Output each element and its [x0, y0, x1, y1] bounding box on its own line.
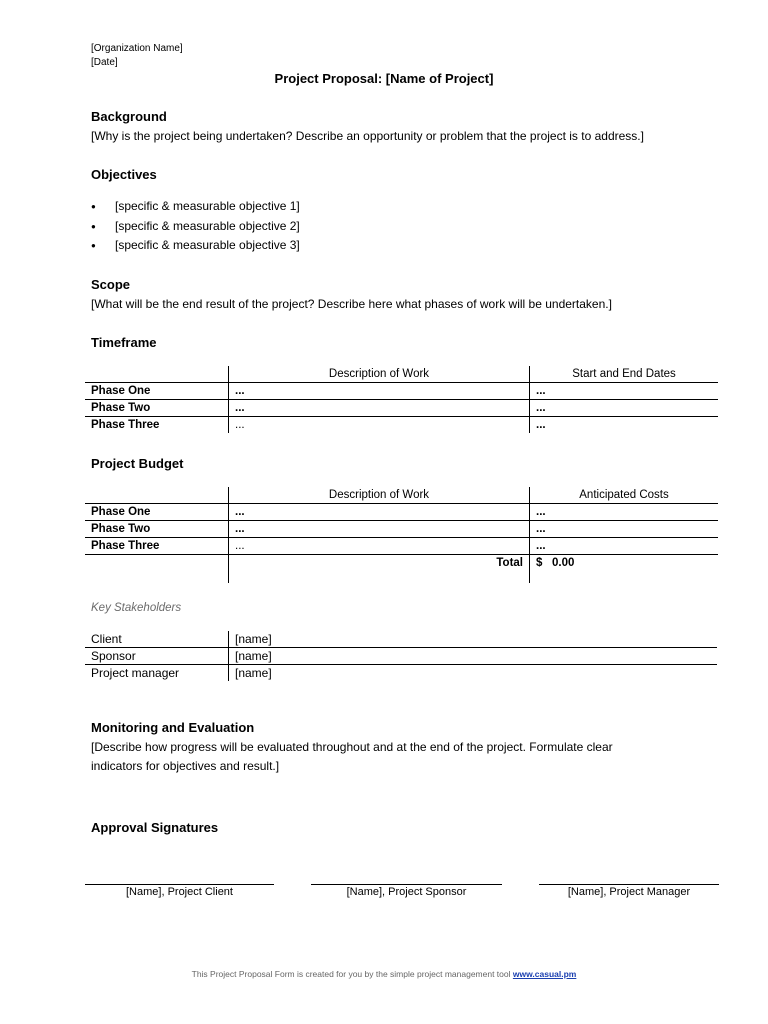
phase-cell: Phase Three [85, 538, 229, 555]
role-cell: Sponsor [85, 648, 229, 665]
table-row [85, 487, 718, 504]
column-header: Description of Work [229, 366, 530, 383]
timeframe-table [85, 366, 718, 433]
total-value: 0.00 [552, 557, 575, 569]
monitoring-heading: Monitoring and Evaluation [91, 720, 255, 735]
timeframe-heading: Timeframe [91, 335, 157, 350]
total-value-cell [530, 555, 719, 584]
footer-text: This Project Proposal Form is created for you by the simple project management tool [191, 969, 513, 979]
signature-label-manager: [Name], Project Manager [567, 886, 691, 898]
desc-cell: ... [229, 400, 530, 417]
list-item: ● [specific & measurable objective 1] [91, 197, 300, 217]
value-cell: ... [530, 383, 719, 400]
approval-heading: Approval Signatures [91, 820, 219, 835]
table-row [85, 665, 717, 682]
background-heading: Background [91, 109, 167, 124]
table-row [85, 631, 717, 648]
phase-cell: Phase Two [85, 400, 229, 417]
footer [0, 969, 768, 979]
monitoring-text-line1: [Describe how progress will be evaluated throughout and at the end of the project. Formulate clear [91, 740, 613, 754]
role-cell: Project manager [85, 665, 229, 682]
monitoring-text-line2: indicators for objectives and result.] [91, 759, 280, 773]
desc-cell: ... [229, 383, 530, 400]
value-cell: ... [530, 504, 719, 521]
objectives-list [91, 197, 300, 256]
organization-name: [Organization Name] [91, 43, 183, 54]
total-label: Total [229, 555, 530, 584]
table-row [85, 555, 718, 584]
value-cell: ... [530, 521, 719, 538]
budget-heading: Project Budget [91, 456, 184, 471]
name-cell: [name] [235, 666, 272, 680]
column-header: Anticipated Costs [530, 487, 719, 504]
name-cell: [name] [229, 648, 718, 665]
table-row [85, 538, 718, 555]
objectives-heading: Objectives [91, 167, 157, 182]
table-row [85, 521, 718, 538]
currency-symbol: $ [536, 557, 543, 569]
table-row [85, 417, 718, 434]
phase-cell: Phase Three [85, 417, 229, 434]
column-header: Start and End Dates [530, 366, 719, 383]
table-row [85, 366, 718, 383]
signature-label-client: [Name], Project Client [126, 886, 233, 898]
document-title: Project Proposal: [Name of Project] [274, 71, 494, 86]
table-row [85, 400, 718, 417]
signature-line-client [85, 884, 274, 885]
table-row [85, 383, 718, 400]
signature-label-sponsor: [Name], Project Sponsor [346, 886, 467, 898]
table-row [85, 504, 718, 521]
list-item: ● [specific & measurable objective 2] [91, 217, 300, 237]
stakeholders-heading: Key Stakeholders [91, 602, 182, 614]
date: [Date] [91, 57, 118, 68]
list-item: ● [specific & measurable objective 3] [91, 236, 300, 256]
desc-cell: ... [229, 504, 530, 521]
scope-text: [What will be the end result of the project? Describe here what phases of work will be undertaken.] [91, 297, 612, 311]
phase-cell: Phase One [85, 504, 229, 521]
desc-cell: ... [229, 417, 530, 434]
stakeholders-table [85, 631, 717, 681]
budget-table [85, 487, 718, 583]
table-row [85, 648, 717, 665]
value-cell: ... [530, 538, 719, 555]
value-cell: ... [530, 400, 719, 417]
phase-cell: Phase One [85, 383, 229, 400]
background-text: [Why is the project being undertaken? Describe an opportunity or problem that the project is to address.] [91, 129, 644, 143]
desc-cell: ... [229, 521, 530, 538]
column-header: Description of Work [229, 487, 530, 504]
name-cell: [name] [229, 631, 718, 648]
desc-cell: ... [229, 538, 530, 555]
phase-cell: Phase Two [85, 521, 229, 538]
value-cell: ... [536, 419, 546, 431]
scope-heading: Scope [91, 277, 131, 292]
footer-link[interactable]: www.casual.pm [512, 969, 577, 979]
role-cell: Client [85, 631, 229, 648]
signature-line-sponsor [311, 884, 502, 885]
signature-line-manager [539, 884, 719, 885]
